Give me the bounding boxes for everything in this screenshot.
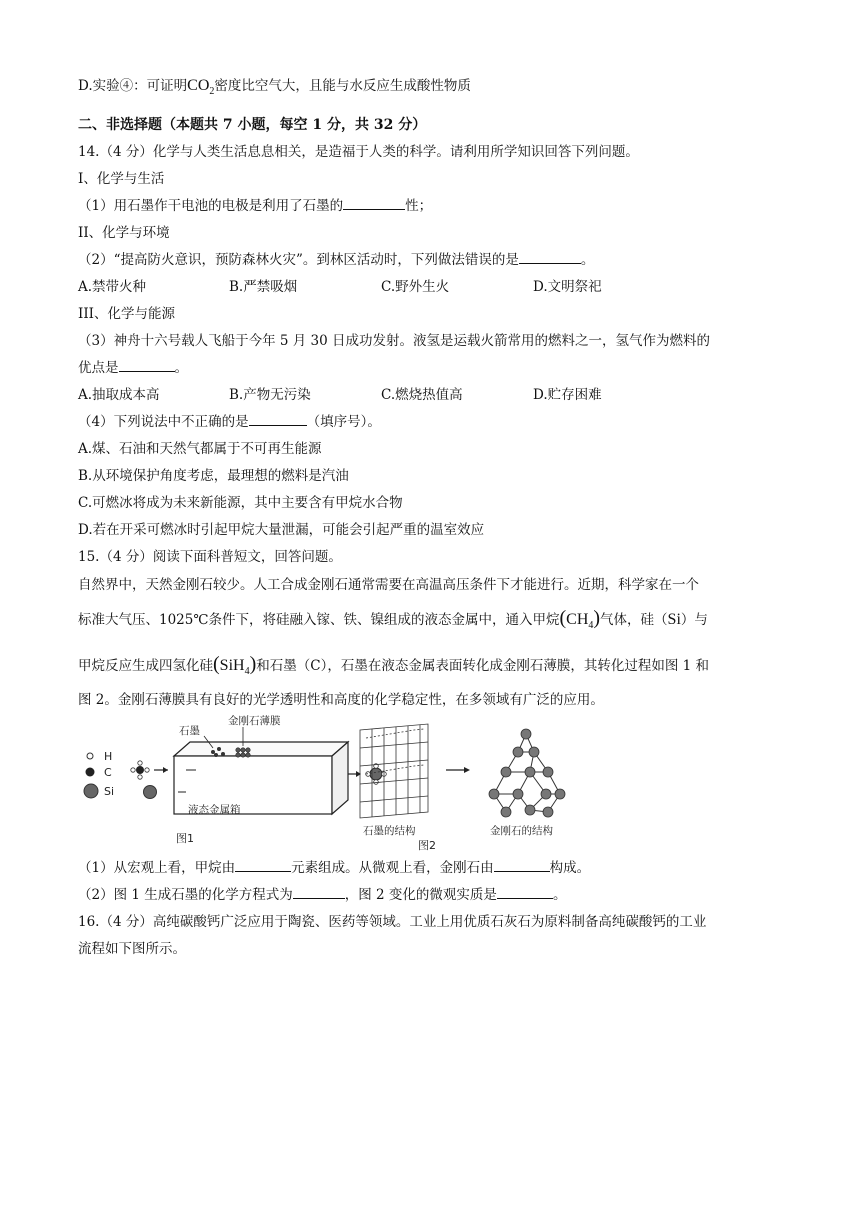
methane-molecule-icon	[131, 761, 149, 779]
legend-h-label: H	[104, 750, 113, 763]
q14-part1-heading: I、化学与生活	[78, 171, 165, 187]
q14-sub4-option-a: A.煤、石油和天然气都属于不可再生能源	[78, 441, 322, 457]
q14-sub4: （4）下列说法中不正确的是 （填序号）。	[78, 414, 381, 430]
ch4-formula: $CH_4$	[566, 611, 594, 632]
label-liquid-metal: 液态金属箱	[188, 804, 241, 816]
q16-stem-line2: 流程如下图所示。	[78, 941, 186, 957]
q15-sub2: （2）图 1 生成石墨的化学方程式为 ，图 2 变化的微观实质是 。	[78, 887, 567, 903]
q14-sub2-option-b: B.严禁吸烟	[229, 279, 298, 295]
option-d-suffix: 密度比空气大，且能与水反应生成酸性物质	[214, 78, 471, 94]
q15-paragraph-line2: 标准大气压、1025℃条件下，将硅融入镓、铁、镍组成的液态金属中，通入甲烷$(CH_4)$气体，硅（Si）与	[78, 607, 708, 632]
q15-sub1: （1）从宏观上看，甲烷由 元素组成。从微观上看，金刚石由 构成。	[78, 860, 591, 876]
fig1-caption: 图1	[176, 832, 194, 845]
q15-figure	[78, 712, 588, 858]
q15-paragraph-line1: 自然界中，天然金刚石较少。人工合成金刚石通常需要在高温高压条件下才能进行。近期，科学家在一个	[78, 577, 699, 593]
si-symbol: Si	[667, 611, 681, 628]
graphite-structure-diagram	[360, 724, 428, 818]
answer-blank[interactable]	[119, 359, 175, 372]
label-graphite: 石墨	[179, 725, 200, 737]
option-d-prefix: D.实验④：可证明	[78, 78, 188, 94]
q14-sub2-option-c: C.野外生火	[381, 279, 450, 295]
q14-sub4-option-c: C.可燃冰将成为未来新能源，其中主要含有甲烷水合物	[78, 495, 403, 511]
option-d-line	[78, 77, 471, 101]
carbon-atom-icon	[86, 768, 95, 777]
fig2-caption: 图2	[418, 839, 436, 852]
q14-sub4-option-b: B.从环境保护角度考虑，最理想的燃料是汽油	[78, 468, 349, 484]
q14-sub3-line1: （3）神舟十六号载人飞船于今年 5 月 30 日成功发射。液氢是运载火箭常用的燃料之一，氢气作为燃料的	[78, 333, 711, 349]
answer-blank[interactable]	[497, 886, 553, 899]
label-diamond-structure: 金刚石的结构	[490, 825, 553, 837]
q15-paragraph-line3: 甲烷反应生成四氢化硅(SiH$_4$)和石墨（C），石墨在液态金属表面转化成金刚石薄膜，其转化过程如图 1 和	[78, 653, 709, 678]
silicon-atom-icon	[84, 784, 98, 798]
q14-sub1: （1）用石墨作干电池的电极是利用了石墨的 性；	[78, 198, 433, 214]
q14-part3-heading: III、化学与能源	[78, 306, 175, 322]
answer-blank[interactable]	[293, 886, 345, 899]
label-graphite-structure: 石墨的结构	[363, 825, 416, 837]
answer-blank[interactable]	[343, 197, 405, 210]
silane-molecule-icon	[366, 764, 387, 785]
q14-sub3-option-c: C.燃烧热值高	[381, 387, 463, 403]
q14-stem: 14.（4 分）化学与人类生活息息相关，是造福于人类的科学。请利用所学知识回答下列问题。	[78, 144, 639, 160]
q14-sub4-option-d: D.若在开采可燃冰时引起甲烷大量泄漏，可能会引起严重的温室效应	[78, 522, 485, 538]
silicon-atom-icon	[144, 786, 157, 799]
q14-sub2-option-a: A.禁带火种	[78, 279, 147, 295]
co2-formula: $CO_2$	[187, 77, 215, 98]
q14-part2-heading: II、化学与环境	[78, 225, 170, 241]
answer-blank[interactable]	[494, 859, 550, 872]
q15-stem: 15.（4 分）阅读下面科普短文，回答问题。	[78, 549, 342, 565]
legend-c-label: C	[104, 766, 112, 779]
q14-sub2: （2）“提高防火意识，预防森林火灾”。到林区活动时，下列做法错误的是 。	[78, 252, 595, 268]
q14-sub3-option-b: B.产物无污染	[229, 387, 311, 403]
legend-si-label: Si	[104, 785, 115, 798]
answer-blank[interactable]	[235, 859, 291, 872]
section-title: 二、非选择题（本题共 7 小题，每空 1 分，共 32 分）	[78, 117, 427, 133]
answer-blank[interactable]	[519, 251, 581, 264]
q14-sub3-option-a: A.抽取成本高	[78, 387, 160, 403]
sih4-formula: SiH$_4$	[219, 657, 250, 678]
hydrogen-atom-icon	[87, 753, 93, 759]
q14-sub2-option-d: D.文明祭祀	[533, 279, 602, 295]
answer-blank[interactable]	[249, 413, 307, 426]
q15-paragraph-line4: 图 2。金刚石薄膜具有良好的光学透明性和高度的化学稳定性，在多领域有广泛的应用。	[78, 692, 604, 708]
q14-sub3-option-d: D.贮存困难	[533, 387, 602, 403]
q14-sub3-line2: 优点是 。	[78, 360, 188, 376]
q16-stem-line1: 16.（4 分）高纯碳酸钙广泛应用于陶瓷、医药等领域。工业上用优质石灰石为原料制备高纯碳酸钙的工业	[78, 914, 707, 930]
label-diamond-film: 金刚石薄膜	[228, 715, 281, 727]
